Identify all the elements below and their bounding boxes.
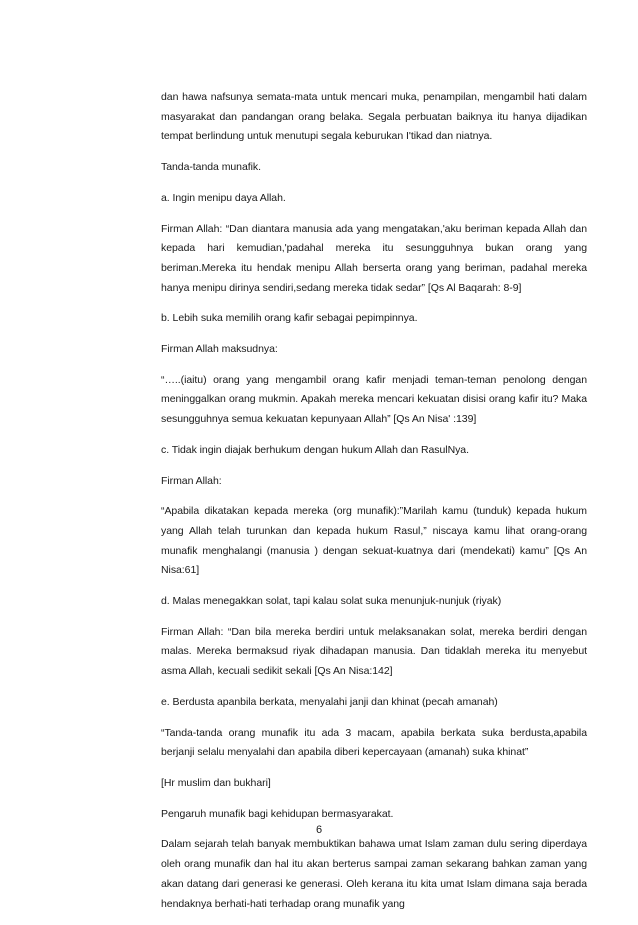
quote-paragraph-c: “Apabila dikatakan kepada mereka (org munafik):”Marilah kamu (tunduk) kepada hukum yang Allah telah turunkan dan kepada hukum Rasul,” niscaya kamu lihat orang-orang munafik menghalangi (manusia ) dengan sekuat-kuatnya dari (mendekati) kamu” [Qs An Nisa:61] [161,505,587,577]
list-item-c: c. Tidak ingin diajak berhukum dengan hukum Allah dan RasulNya. [161,443,469,456]
paragraph-sejarah: Dalam sejarah telah banyak membuktikan bahawa umat Islam zaman dulu sering diperdaya oleh orang munafik dan hal itu akan berterus sampai zaman sekarang bahkan zaman yang akan datang dari generasi ke generasi. Oleh kerana itu kita umat Islam dimana saja berada hendaknya berhati-hati terhadap orang munafik yang [161,838,587,910]
list-item-a: a. Ingin menipu daya Allah. [161,191,286,204]
quote-paragraph-e: “Tanda-tanda orang munafik itu ada 3 macam, apabila berkata suka berdusta,apabila berjanji selalu menyalahi dan apabila diberi kepercayaan (amanah) suka khinat” [161,726,587,759]
paragraph-intro: dan hawa nafsunya semata-mata untuk mencari muka, penampilan, mengambil hati dalam masyarakat dan pandangan orang belaka. Segala perbuatan baiknya itu hanya dijadikan tempat berlindung untuk menutupi segala keburukan I'tikad dan niatnya. [161,91,587,143]
quote-paragraph-a: Firman Allah: “Dan diantara manusia ada yang mengatakan,'aku beriman kepada Allah dan kepada hari kemudian,'padahal mereka itu sesungguhnya bukan orang yang beriman.Mereka itu hendak menipu Allah berserta orang yang beriman, padahal mereka hanya menipu dirinya sendiri,sedang mereka tidak sedar” [Qs Al Baqarah: 8-9] [161,222,587,294]
hadith-reference: [Hr muslim dan bukhari] [161,776,271,789]
list-item-b: b. Lebih suka memilih orang kafir sebagai pepimpinnya. [161,312,418,325]
page-body [161,88,587,925]
list-item-e: e. Berdusta apanbila berkata, menyalahi janji dan khinat (pecah amanah) [161,695,498,708]
quote-intro-c: Firman Allah: [161,474,222,487]
quote-paragraph-d: Firman Allah: “Dan bila mereka berdiri untuk melaksanakan solat, mereka berdiri dengan malas. Mereka bermaksud riyak dihadapan manusia. Dan tidaklah mereka itu menyebut asma Allah, kecuali sedikit sekali [Qs An Nisa:142] [161,625,587,678]
list-item-d: d. Malas menegakkan solat, tapi kalau solat suka menunjuk-nunjuk (riyak) [161,595,502,608]
section-heading-pengaruh: Pengaruh munafik bagi kehidupan bermasyarakat. [161,807,394,820]
page-number: 6 [315,824,323,836]
quote-paragraph-b: “…..(iaitu) orang yang mengambil orang kafir menjadi teman-teman penolong dengan meninggalkan orang mukmin. Apakah mereka mencari kekuatan disisi orang kafir itu? Maka sesungguhnya semua kekuatan kepunyaan Allah” [Qs An Nisa' :139] [161,373,587,426]
section-heading-tanda-munafik: Tanda-tanda munafik. [161,161,261,174]
quote-intro-b: Firman Allah maksudnya: [161,343,278,356]
